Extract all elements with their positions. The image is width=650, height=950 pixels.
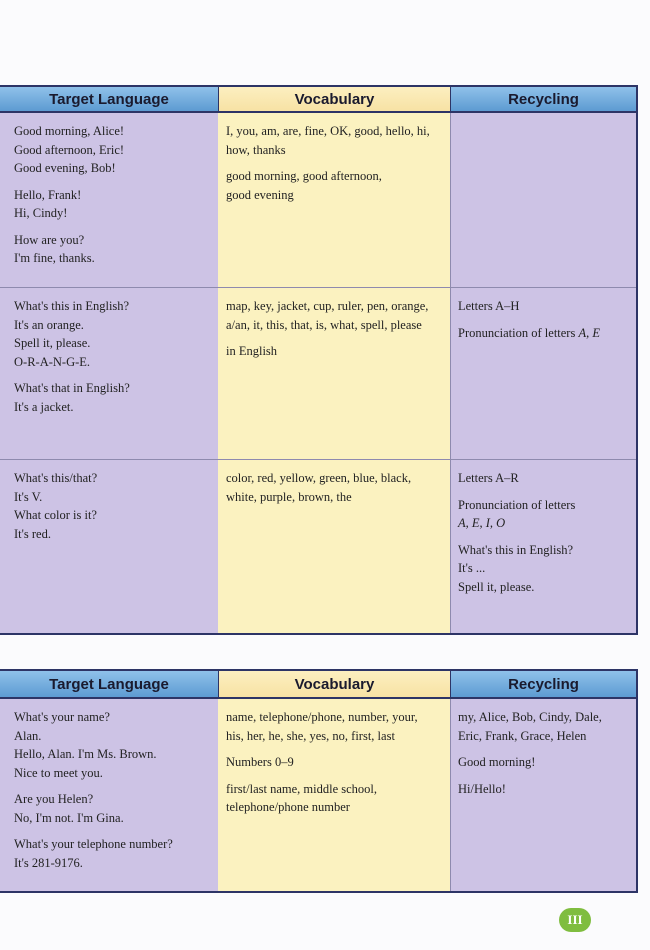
target-language-cell bbox=[0, 699, 218, 891]
text-line: No, I'm not. I'm Gina. bbox=[14, 810, 124, 825]
text-block bbox=[226, 753, 442, 772]
text-line: Eric, Frank, Grace, Helen bbox=[458, 728, 587, 743]
target-language-cell bbox=[0, 459, 218, 633]
text-line: It's a jacket. bbox=[14, 399, 74, 414]
header-target-language: Target Language bbox=[0, 669, 218, 699]
text-line: Pronunciation of letters bbox=[458, 497, 576, 512]
text-line: How are you? bbox=[14, 232, 85, 247]
header-recycling: Recycling bbox=[450, 669, 636, 699]
text-block bbox=[458, 324, 628, 343]
text-block bbox=[14, 469, 210, 543]
recycling-cell bbox=[450, 287, 636, 459]
text-line: white, purple, brown, the bbox=[226, 489, 352, 504]
header-vocabulary: Vocabulary bbox=[218, 85, 450, 113]
text-block bbox=[226, 297, 442, 334]
text-block bbox=[226, 342, 442, 361]
text-block bbox=[14, 835, 210, 872]
text-line: Hello, Frank! bbox=[14, 187, 82, 202]
text-block bbox=[226, 469, 442, 506]
vocabulary-cell bbox=[218, 699, 450, 891]
text-line: how, thanks bbox=[226, 142, 286, 157]
text-line: Nice to meet you. bbox=[14, 765, 103, 780]
recycling-cell bbox=[450, 113, 636, 287]
header-recycling: Recycling bbox=[450, 85, 636, 113]
text-line: Hi, Cindy! bbox=[14, 206, 68, 220]
page-number: III bbox=[559, 908, 591, 932]
header-vocabulary: Vocabulary bbox=[218, 669, 450, 699]
header-target-language: Target Language bbox=[0, 85, 218, 113]
text-line: Alan. bbox=[14, 728, 42, 743]
text-block bbox=[14, 186, 210, 223]
text-line: Are you Helen? bbox=[14, 792, 94, 806]
text-block bbox=[14, 297, 210, 371]
text-block bbox=[458, 708, 628, 745]
text-line: map, key, jacket, cup, ruler, pen, orange, bbox=[226, 299, 429, 313]
text-line: good morning, good afternoon, bbox=[226, 169, 382, 183]
text-line: What's your name? bbox=[14, 710, 110, 724]
text-block bbox=[226, 122, 442, 159]
text-block bbox=[14, 708, 210, 782]
text-line: good evening bbox=[226, 187, 294, 202]
text-line: Letters A–H bbox=[458, 299, 520, 313]
text-line: What's your telephone number? bbox=[14, 837, 173, 851]
text-line: What color is it? bbox=[14, 508, 97, 522]
text-line: color, red, yellow, green, blue, black, bbox=[226, 471, 412, 485]
text-line: Hello, Alan. I'm Ms. Brown. bbox=[14, 747, 157, 761]
text-line: his, her, he, she, yes, no, first, last bbox=[226, 728, 395, 743]
text-block bbox=[226, 167, 442, 204]
text-block bbox=[458, 297, 628, 316]
text-block bbox=[14, 231, 210, 268]
text-line: Good morning, Alice! bbox=[14, 124, 125, 138]
text-block bbox=[458, 469, 628, 488]
text-line: It's red. bbox=[14, 526, 51, 541]
text-line: What's this in English? bbox=[14, 299, 130, 313]
text-line: a/an, it, this, that, is, what, spell, please bbox=[226, 317, 422, 332]
text-line: my, Alice, Bob, Cindy, Dale, bbox=[458, 710, 602, 724]
text-line: Spell it, please. bbox=[458, 579, 535, 594]
unit-table-2 bbox=[0, 669, 638, 893]
text-block bbox=[458, 753, 628, 772]
text-line: Numbers 0–9 bbox=[226, 755, 294, 769]
text-line: O-R-A-N-G-E. bbox=[14, 354, 91, 369]
text-line: I, you, am, are, fine, OK, good, hello, hi, bbox=[226, 124, 430, 138]
target-language-cell bbox=[0, 113, 218, 287]
text-block bbox=[14, 122, 210, 178]
text-line: telephone/phone number bbox=[226, 800, 350, 814]
text-line: What's this in English? bbox=[458, 542, 574, 557]
unit-table-1 bbox=[0, 85, 638, 635]
text-line: Pronunciation of letters A, E bbox=[458, 325, 600, 340]
recycling-cell bbox=[450, 699, 636, 891]
text-line: first/last name, middle school, bbox=[226, 781, 378, 796]
text-block bbox=[458, 496, 628, 533]
text-line: A, E, I, O bbox=[458, 516, 506, 530]
text-line: Good evening, Bob! bbox=[14, 161, 116, 175]
text-line: It's 281-9176. bbox=[14, 855, 83, 870]
text-line: What's this/that? bbox=[14, 471, 98, 485]
vocabulary-cell bbox=[218, 459, 450, 633]
text-line: Good afternoon, Eric! bbox=[14, 142, 125, 157]
text-line: It's an orange. bbox=[14, 317, 84, 332]
text-line: Good morning! bbox=[458, 755, 536, 769]
text-line: Letters A–R bbox=[458, 471, 519, 485]
text-block bbox=[14, 790, 210, 827]
target-language-cell bbox=[0, 287, 218, 459]
vocabulary-cell bbox=[218, 113, 450, 287]
text-line: It's ... bbox=[458, 561, 486, 575]
text-line: Hi/Hello! bbox=[458, 781, 506, 796]
vocabulary-cell bbox=[218, 287, 450, 459]
text-line: Spell it, please. bbox=[14, 336, 91, 350]
text-block bbox=[458, 780, 628, 799]
text-line: It's V. bbox=[14, 489, 43, 504]
recycling-cell bbox=[450, 459, 636, 633]
text-block bbox=[226, 708, 442, 745]
text-line: name, telephone/phone, number, your, bbox=[226, 710, 418, 724]
text-block bbox=[458, 541, 628, 597]
text-block bbox=[14, 379, 210, 416]
text-line: I'm fine, thanks. bbox=[14, 251, 95, 265]
text-line: What's that in English? bbox=[14, 381, 130, 395]
text-block bbox=[226, 780, 442, 817]
text-line: in English bbox=[226, 344, 278, 358]
